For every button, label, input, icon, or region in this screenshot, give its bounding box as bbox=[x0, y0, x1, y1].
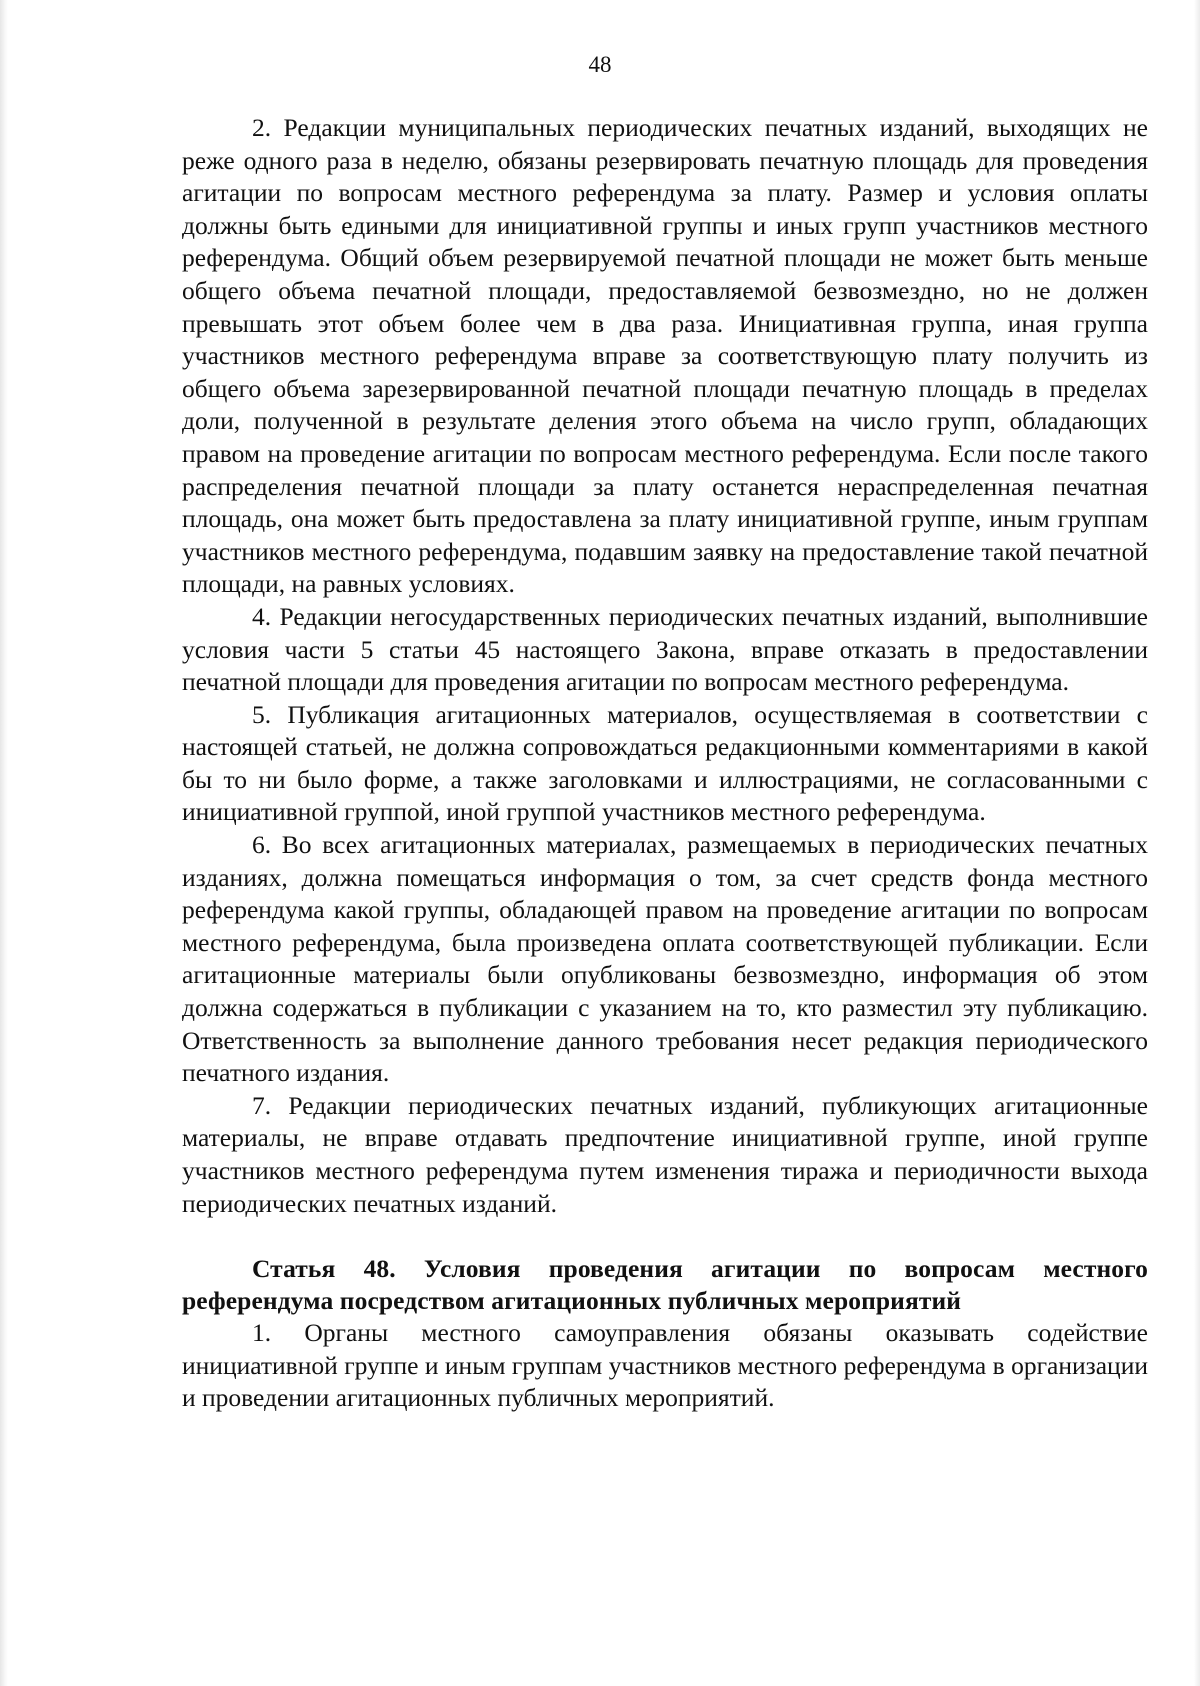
document-body bbox=[182, 112, 1148, 1415]
paragraph-7: 7. Редакции периодических печатных изданий, публикующих агитационные материалы, не вправе отдавать предпочтение инициативной группе, иной группе участников местного референдума путем изменения тиража и периодичности выхода периодических печатных изданий. bbox=[182, 1090, 1148, 1218]
article-paragraph-1: 1. Органы местного самоуправления обязаны оказывать содействие инициативной группе и иным группам участников местного референдума в организации и проведении агитационных публичных мероприятий. bbox=[182, 1318, 1148, 1413]
paragraph-6: 6. Во всех агитационных материалах, размещаемых в периодических печатных изданиях, должна помещаться информация о том, за счет средств фонда местного референдума какой группы, обладающей правом на проведение агитации по вопросам местного референдума, была произведена оплата соответствующей публикации. Если агитационные материалы были опубликованы безвозмездно, информация об этом должна содержаться в публикации с указанием на то, кто разместил эту публикацию. Ответственность за выполнение данного требования несет редакция периодического печатного издания. bbox=[182, 830, 1148, 1088]
paragraph-5: 5. Публикация агитационных материалов, осуществляемая в соответствии с настоящей статьей, не должна сопровождаться редакционными комментариями в какой бы то ни было форме, а также заголовками и иллюстрациями, не согласованными с инициативной группой, иной группой участников местного референдума. bbox=[182, 699, 1148, 827]
scan-edge-right bbox=[1194, 0, 1200, 1686]
paragraph-2: 2. Редакции муниципальных периодических печатных изданий, выходящих не реже одного раза в неделю, обязаны резервировать печатную площадь для проведения агитации по вопросам местного референдума за плату. Размер и условия оплаты должны быть едиными для инициативной группы и иных групп участников местного референдума. Общий объем резервируемой печатной площади не может быть меньше общего объема печатной площади, предоставляемой безвозмездно, но не должен превышать этот объем более чем в два раза. Инициативная группа, иная группа участников местного референдума вправе за соответствующую плату получить из общего объема зарезервированной печатной площади печатную площадь в пределах доли, полученной в результате деления этого объема на число групп, обладающих правом на проведение агитации по вопросам местного референдума. Если после такого распределения печатной площади за плату останется нераспределенная печатная площадь, она может быть предоставлена за плату инициативной группе, иным группам участников местного референдума, подавшим заявку на предоставление такой печатной площади, на равных условиях. bbox=[182, 113, 1148, 599]
scan-edge-left bbox=[0, 0, 8, 1686]
paragraph-4: 4. Редакции негосударственных периодических печатных изданий, выполнившие условия части 5 статьи 45 настоящего Закона, вправе отказать в предоставлении печатной площади для проведения агитации по вопросам местного референдума. bbox=[182, 601, 1148, 697]
article-heading: Статья 48. Условия проведения агитации по вопросам местного референдума посредством агитационных публичных мероприятий bbox=[182, 1254, 1148, 1316]
page-number: 48 bbox=[588, 52, 612, 77]
